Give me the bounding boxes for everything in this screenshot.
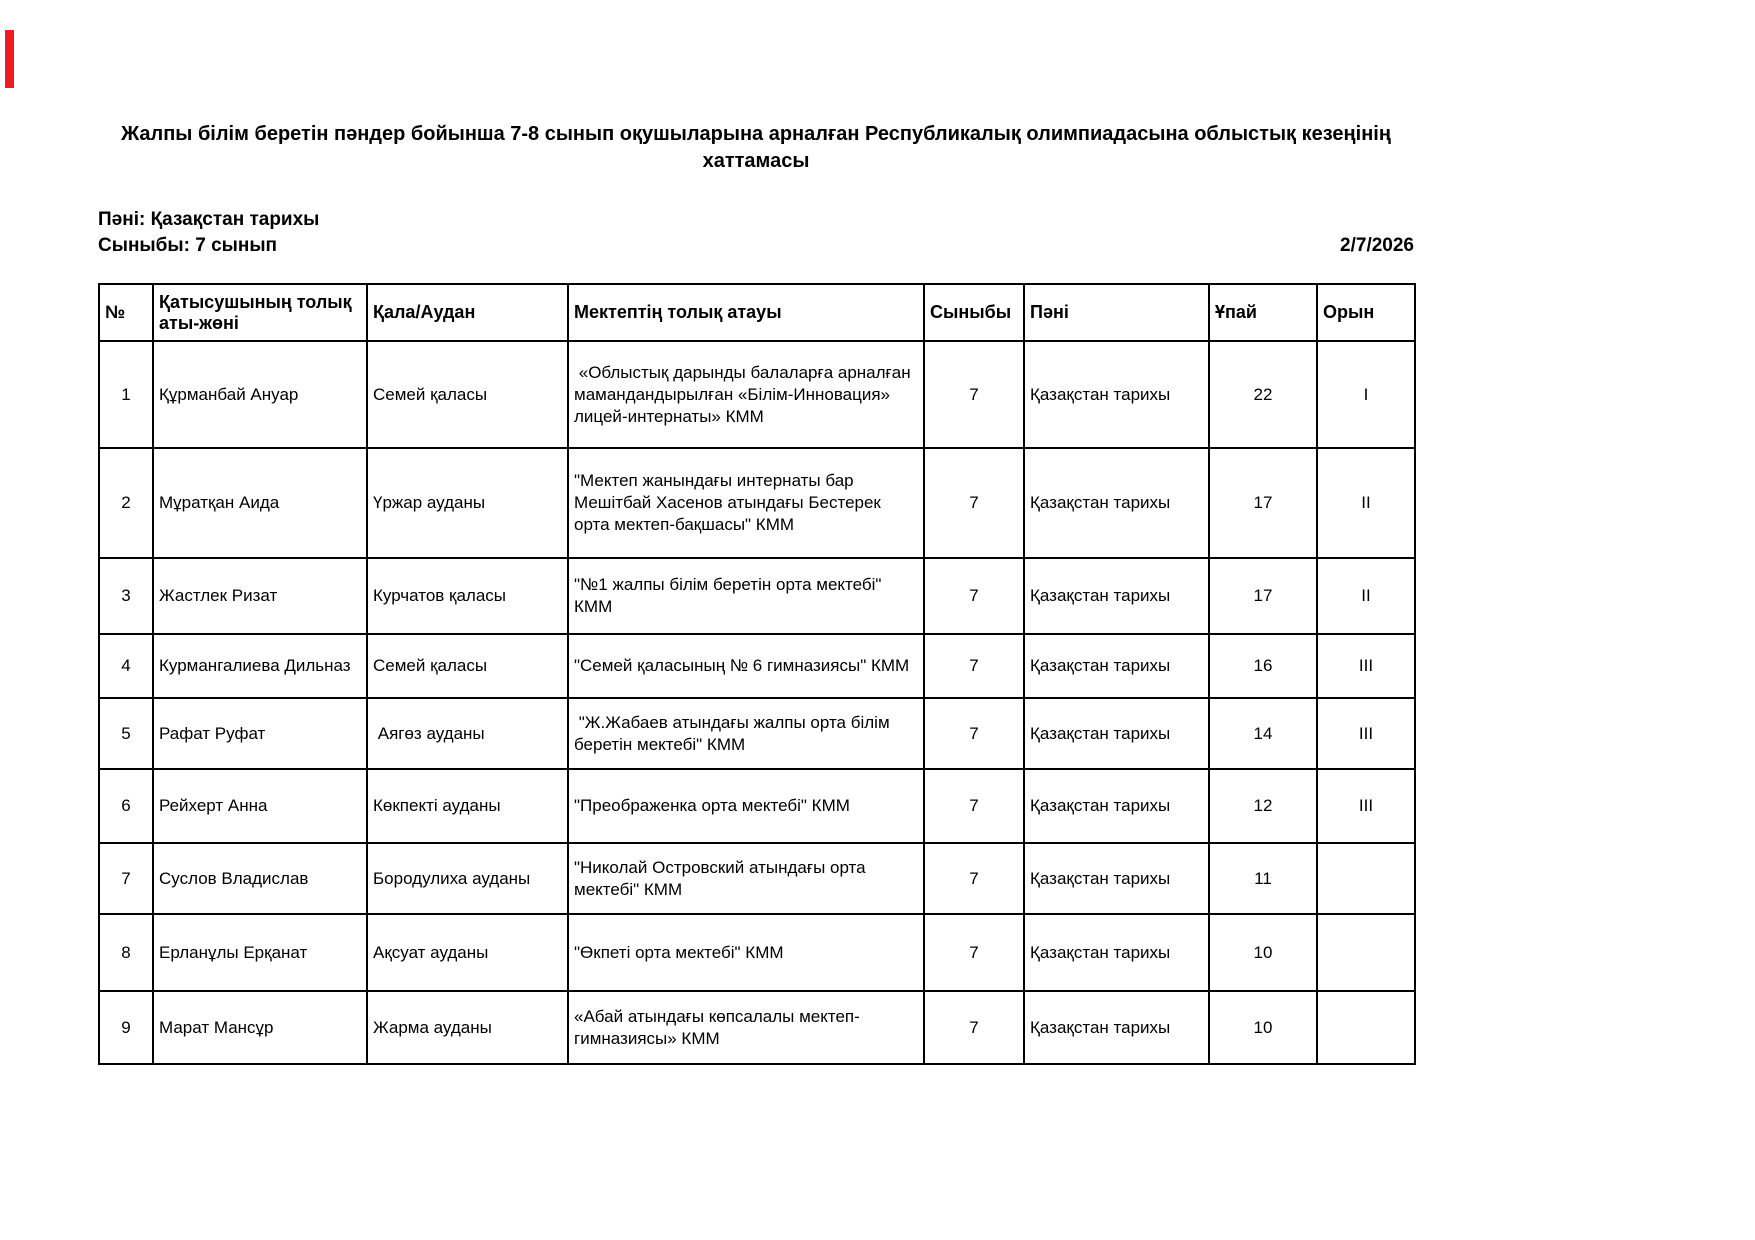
participant-name-cell: Марат Мансұр xyxy=(153,991,367,1064)
number-cell: 2 xyxy=(99,448,153,558)
city-district-cell: Семей қаласы xyxy=(367,634,568,698)
subject-cell: Қазақстан тарихы xyxy=(1024,448,1209,558)
score-cell: 12 xyxy=(1209,769,1317,843)
city-district-cell: Үржар ауданы xyxy=(367,448,568,558)
subject-cell: Қазақстан тарихы xyxy=(1024,914,1209,991)
table-row xyxy=(99,634,1415,698)
place-cell: III xyxy=(1317,698,1415,769)
participant-name-cell: Рейхерт Анна xyxy=(153,769,367,843)
table-row xyxy=(99,341,1415,448)
document-title xyxy=(98,121,1414,175)
header-participant-name: Қатысушының толық аты-жөні xyxy=(153,284,367,341)
document-content xyxy=(98,0,1414,1240)
participant-name-cell: Рафат Руфат xyxy=(153,698,367,769)
protocol-date: 2/7/2026 xyxy=(1340,235,1414,256)
number-cell: 9 xyxy=(99,991,153,1064)
place-cell xyxy=(1317,991,1415,1064)
number-cell: 3 xyxy=(99,558,153,634)
title-line-2: хаттамасы xyxy=(702,150,810,172)
subject-cell: Қазақстан тарихы xyxy=(1024,843,1209,914)
score-cell: 17 xyxy=(1209,448,1317,558)
school-name-cell: "Преображенка орта мектебі" КММ xyxy=(568,769,924,843)
header-subject: Пәні xyxy=(1024,284,1209,341)
number-cell: 7 xyxy=(99,843,153,914)
subject-cell: Қазақстан тарихы xyxy=(1024,634,1209,698)
city-district-cell: Бородулиха ауданы xyxy=(367,843,568,914)
grade-cell: 7 xyxy=(924,698,1024,769)
school-name-cell: "Ж.Жабаев атындағы жалпы орта білім беретін мектебі" КММ xyxy=(568,698,924,769)
table-row xyxy=(99,914,1415,991)
table-row xyxy=(99,769,1415,843)
score-cell: 16 xyxy=(1209,634,1317,698)
table-row xyxy=(99,843,1415,914)
grade-cell: 7 xyxy=(924,634,1024,698)
school-name-cell: "Өкпеті орта мектебі" КММ xyxy=(568,914,924,991)
class-line: Сыныбы: 7 сынып xyxy=(98,235,278,256)
title-line-1: Жалпы білім беретін пәндер бойынша 7-8 сынып оқушыларына арналған Республикалық олимпиадасына облыстық кезеңінің xyxy=(121,123,1391,145)
header-score: Ұпай xyxy=(1209,284,1317,341)
header-grade: Сыныбы xyxy=(924,284,1024,341)
city-district-cell: Көкпекті ауданы xyxy=(367,769,568,843)
school-name-cell: "Николай Островский атындағы орта мектебі" КММ xyxy=(568,843,924,914)
number-cell: 4 xyxy=(99,634,153,698)
school-name-cell: "Семей қаласының № 6 гимназиясы" КММ xyxy=(568,634,924,698)
header-city-district: Қала/Аудан xyxy=(367,284,568,341)
number-cell: 1 xyxy=(99,341,153,448)
subject-cell: Қазақстан тарихы xyxy=(1024,341,1209,448)
subject-cell: Қазақстан тарихы xyxy=(1024,991,1209,1064)
place-cell: II xyxy=(1317,558,1415,634)
city-district-cell: Жарма ауданы xyxy=(367,991,568,1064)
grade-cell: 7 xyxy=(924,341,1024,448)
city-district-cell: Семей қаласы xyxy=(367,341,568,448)
place-cell xyxy=(1317,914,1415,991)
school-name-cell: "№1 жалпы білім беретін орта мектебі" КММ xyxy=(568,558,924,634)
subject-cell: Қазақстан тарихы xyxy=(1024,558,1209,634)
participant-name-cell: Курмангалиева Дильназ xyxy=(153,634,367,698)
table-row xyxy=(99,448,1415,558)
score-cell: 17 xyxy=(1209,558,1317,634)
place-cell: III xyxy=(1317,634,1415,698)
place-cell xyxy=(1317,843,1415,914)
table-row xyxy=(99,991,1415,1064)
red-marker xyxy=(5,30,14,88)
class-date-row xyxy=(98,235,1414,257)
participant-name-cell: Мұратқан Аида xyxy=(153,448,367,558)
grade-cell: 7 xyxy=(924,914,1024,991)
city-district-cell: Курчатов қаласы xyxy=(367,558,568,634)
city-district-cell: Ақсуат ауданы xyxy=(367,914,568,991)
header-school-name: Мектептің толық атауы xyxy=(568,284,924,341)
header-place: Орын xyxy=(1317,284,1415,341)
school-name-cell: «Абай атындағы көпсалалы мектеп-гимназиясы» КММ xyxy=(568,991,924,1064)
number-cell: 8 xyxy=(99,914,153,991)
results-table xyxy=(98,283,1416,1065)
number-cell: 6 xyxy=(99,769,153,843)
city-district-cell: Аягөз ауданы xyxy=(367,698,568,769)
subject-cell: Қазақстан тарихы xyxy=(1024,698,1209,769)
score-cell: 22 xyxy=(1209,341,1317,448)
header-number: № xyxy=(99,284,153,341)
score-cell: 14 xyxy=(1209,698,1317,769)
participant-name-cell: Ерланұлы Ерқанат xyxy=(153,914,367,991)
score-cell: 10 xyxy=(1209,914,1317,991)
school-name-cell: "Мектеп жанындағы интернаты бар Мешітбай Хасенов атындағы Бестерек орта мектеп-бақшасы" КММ xyxy=(568,448,924,558)
place-cell: II xyxy=(1317,448,1415,558)
grade-cell: 7 xyxy=(924,843,1024,914)
score-cell: 10 xyxy=(1209,991,1317,1064)
school-name-cell: «Облыстық дарынды балаларға арналған мамандандырылған «Білім-Инновация» лицей-интернаты» КММ xyxy=(568,341,924,448)
grade-cell: 7 xyxy=(924,448,1024,558)
subject-cell: Қазақстан тарихы xyxy=(1024,769,1209,843)
score-cell: 11 xyxy=(1209,843,1317,914)
number-cell: 5 xyxy=(99,698,153,769)
participant-name-cell: Құрманбай Ануар xyxy=(153,341,367,448)
grade-cell: 7 xyxy=(924,991,1024,1064)
participant-name-cell: Жастлек Ризат xyxy=(153,558,367,634)
grade-cell: 7 xyxy=(924,769,1024,843)
place-cell: III xyxy=(1317,769,1415,843)
table-row xyxy=(99,558,1415,634)
table-header-row xyxy=(99,284,1415,341)
grade-cell: 7 xyxy=(924,558,1024,634)
table-row xyxy=(99,698,1415,769)
place-cell: I xyxy=(1317,341,1415,448)
subject-line: Пәні: Қазақстан тарихы xyxy=(98,209,320,230)
participant-name-cell: Суслов Владислав xyxy=(153,843,367,914)
